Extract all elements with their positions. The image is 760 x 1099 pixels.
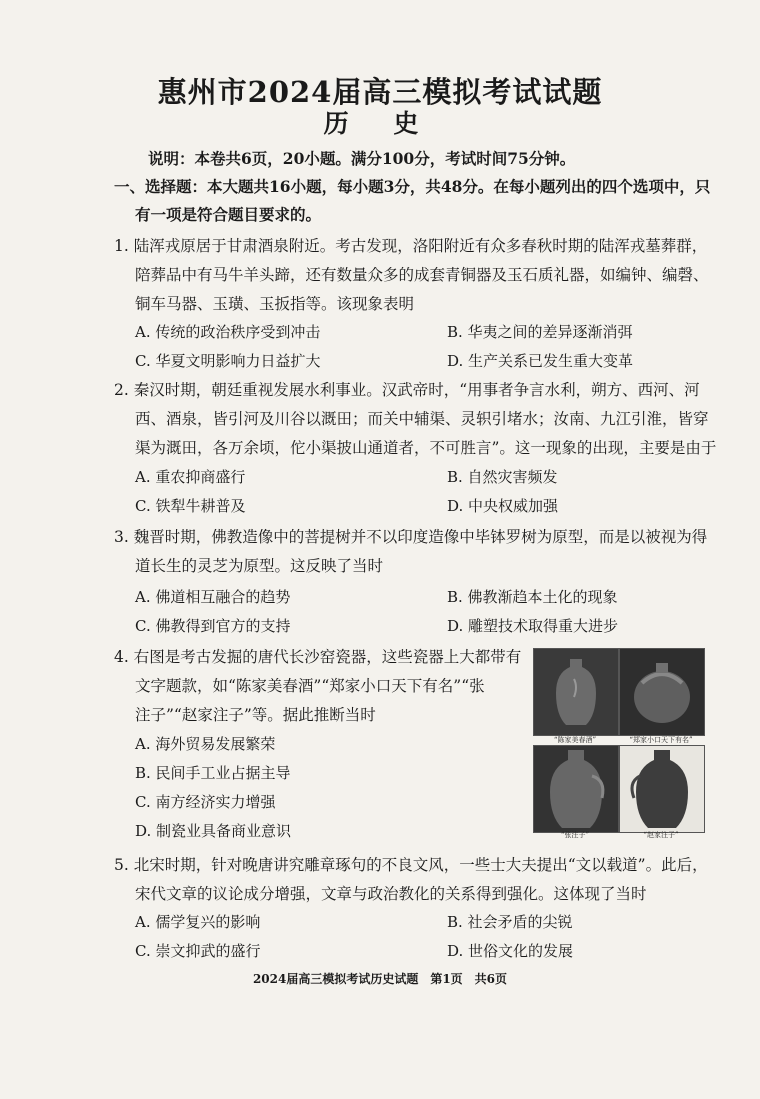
option-d[interactable]: D. 制瓷业具备商业意识 bbox=[135, 822, 292, 840]
option-d[interactable]: D. 中央权威加强 bbox=[447, 497, 559, 515]
pottery-photo-3 bbox=[533, 745, 619, 833]
question-text-line: 陪葬品中有马牛羊头蹄，还有数量众多的成套青铜器及玉石质礼器，如编钟、编磬、 bbox=[135, 266, 709, 284]
option-c[interactable]: C. 铁犁牛耕普及 bbox=[135, 497, 246, 515]
question-text-line: 2. 秦汉时期，朝廷重视发展水利事业。汉武帝时，“用事者争言水利，朔方、西河、河 bbox=[114, 381, 700, 399]
pottery-photo-2 bbox=[619, 648, 705, 736]
option-a[interactable]: A. 海外贸易发展繁荣 bbox=[135, 735, 276, 753]
option-a[interactable]: A. 佛道相互融合的趋势 bbox=[135, 588, 291, 606]
option-b[interactable]: B. 自然灾害频发 bbox=[447, 468, 558, 486]
pottery-caption-1: “陈家美春酒” bbox=[553, 736, 597, 744]
option-d[interactable]: D. 生产关系已发生重大变革 bbox=[447, 352, 634, 370]
question-text-line: 4. 右图是考古发掘的唐代长沙窑瓷器，这些瓷器上大都带有 bbox=[114, 648, 522, 666]
question-text-line: 3. 魏晋时期，佛教造像中的菩提树并不以印度造像中毕钵罗树为原型，而是以被视为得 bbox=[114, 528, 708, 546]
option-c[interactable]: C. 华夏文明影响力日益扩大 bbox=[135, 352, 321, 370]
option-d[interactable]: D. 雕塑技术取得重大进步 bbox=[447, 617, 619, 635]
pottery-photo-4 bbox=[619, 745, 705, 833]
exam-title: 惠州市2024届高三模拟考试试题 bbox=[157, 75, 603, 109]
option-b[interactable]: B. 民间手工业占据主导 bbox=[135, 764, 291, 782]
section-heading-line2: 有一项是符合题目要求的。 bbox=[135, 205, 322, 224]
pottery-caption-3: “张注子” bbox=[560, 831, 590, 839]
question-text-line: 西、酒泉，皆引河及川谷以溉田；而关中辅渠、灵轵引堵水；汝南、九江引淮，皆穿 bbox=[135, 410, 709, 428]
subject-title: 历 史 bbox=[323, 109, 437, 138]
question-text-line: 1. 陆浑戎原居于甘肃酒泉附近。考古发现，洛阳附近有众多春秋时期的陆浑戎墓葬群， bbox=[114, 237, 708, 255]
option-b[interactable]: B. 社会矛盾的尖锐 bbox=[447, 913, 573, 931]
question-text-line: 铜车马器、玉璜、玉扳指等。该现象表明 bbox=[135, 295, 415, 313]
option-b[interactable]: B. 佛教渐趋本土化的现象 bbox=[447, 588, 618, 606]
page-footer: 2024届高三模拟考试历史试题 第1页 共6页 bbox=[252, 972, 508, 986]
pottery-caption-4: “赵家注子” bbox=[643, 831, 679, 839]
option-d[interactable]: D. 世俗文化的发展 bbox=[447, 942, 574, 960]
option-c[interactable]: C. 崇文抑武的盛行 bbox=[135, 942, 261, 960]
option-a[interactable]: A. 儒学复兴的影响 bbox=[135, 913, 261, 931]
option-a[interactable]: A. 传统的政治秩序受到冲击 bbox=[135, 323, 321, 341]
pottery-photo-1 bbox=[533, 648, 619, 736]
option-c[interactable]: C. 佛教得到官方的支持 bbox=[135, 617, 291, 635]
option-c[interactable]: C. 南方经济实力增强 bbox=[135, 793, 276, 811]
pottery-caption-2: “郑家小口天下有名” bbox=[629, 736, 693, 744]
question-text-line: 注子”“赵家注子”等。据此推断当时 bbox=[135, 706, 376, 724]
question-text-line: 渠为溉田，各万余顷，佗小渠披山通道者，不可胜言”。这一现象的出现，主要是由于 bbox=[135, 439, 717, 457]
question-text-line: 宋代文章的议论成分增强，文章与政治教化的关系得到强化。这体现了当时 bbox=[135, 885, 647, 903]
question-text-line: 文字题款，如“陈家美春酒”“郑家小口天下有名”“张 bbox=[135, 677, 485, 695]
option-a[interactable]: A. 重农抑商盛行 bbox=[135, 468, 246, 486]
option-b[interactable]: B. 华夷之间的差异逐渐消弭 bbox=[447, 323, 633, 341]
question-text-line: 道长生的灵芝为原型。这反映了当时 bbox=[135, 557, 384, 575]
question-text-line: 5. 北宋时期，针对晚唐讲究雕章琢句的不良文风，一些士大夫提出“文以载道”。此后， bbox=[114, 856, 708, 874]
section-heading-line1: 一、选择题：本大题共16小题，每小题3分，共48分。在每小题列出的四个选项中，只 bbox=[114, 177, 711, 196]
instructions: 说明：本卷共6页，20小题。满分100分，考试时间75分钟。 bbox=[148, 149, 576, 168]
